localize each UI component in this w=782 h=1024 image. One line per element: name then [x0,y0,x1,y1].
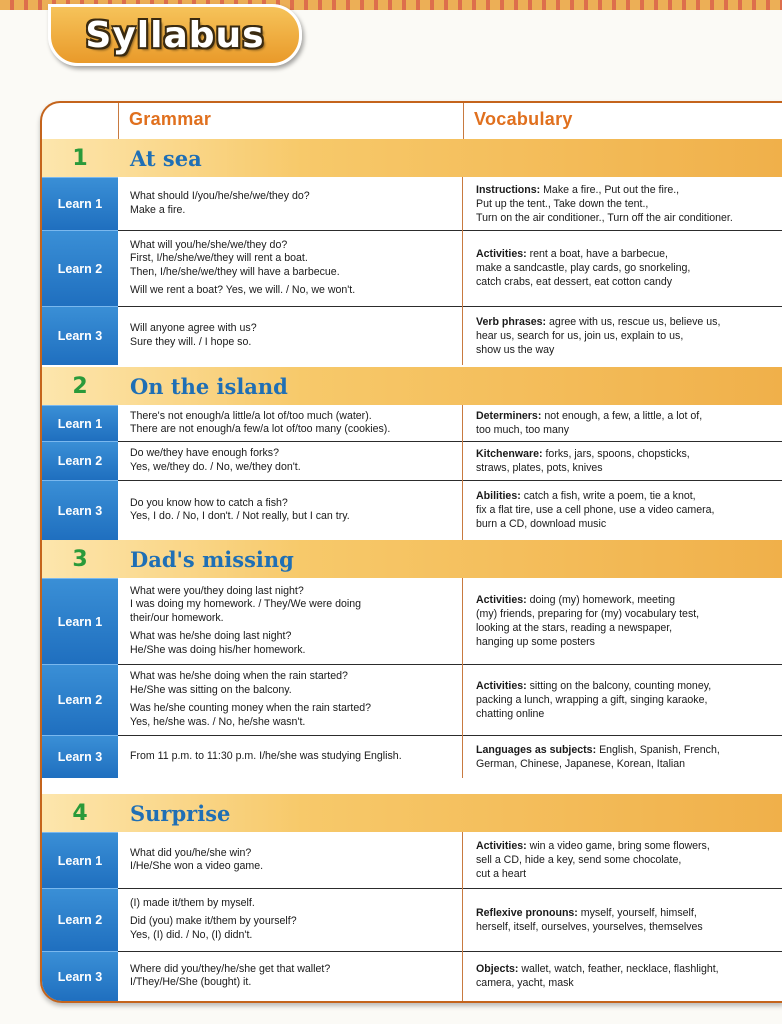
learn-badge: Learn 3 [42,735,118,778]
column-header-blank [42,103,118,139]
vocabulary-items: sitting on the balcony, counting money, [529,679,712,692]
vocabulary-line [476,593,782,607]
grammar-line: There are not enough/a few/a lot of/too many (cookies). [130,423,391,435]
vocabulary-category-label: Activities: [476,840,527,852]
vocabulary-line [476,409,782,423]
vocabulary-line [476,743,782,757]
grammar-line: I/He/She won a video game. [130,860,264,872]
unit-number: 3 [72,546,88,572]
vocabulary-items: catch a fish, write a poem, tie a knot, [523,490,696,502]
learn-badge: Learn 2 [42,888,118,951]
learn-badge: Learn 1 [42,832,118,888]
learn-badge: Learn 1 [42,405,118,441]
grammar-line: Will we rent a boat? Yes, we will. / No, we won't. [130,284,356,296]
page-title: Syllabus [85,14,265,56]
vocabulary-cell [462,664,782,735]
grammar-cell [118,405,462,441]
vocabulary-category-label: Activities: [476,594,527,606]
vocabulary-line [476,962,782,976]
vocabulary-line: straws, plates, pots, knives [476,461,603,474]
grammar-line: What should I/you/he/she/we/they do? [130,190,310,202]
grammar-line: Where did you/they/he/she get that wallet? [130,962,331,975]
vocabulary-items: agree with us, rescue us, believe us, [549,315,721,328]
grammar-cell [118,177,462,230]
grammar-line: Was he/she counting money when the rain started? [130,702,372,714]
vocabulary-line: camera, yacht, mask [476,977,574,989]
vocabulary-items: not enough, a few, a little, a lot of, [544,410,703,422]
vocabulary-cell [462,230,782,306]
unit-title: Dad's missing [130,546,294,572]
vocabulary-items: rent a boat, have a barbecue, [529,248,669,260]
lesson-row [42,480,782,540]
vocabulary-line: sell a CD, hide a key, send some chocolate, [476,854,682,866]
vocabulary-cell [462,735,782,778]
vocabulary-line: burn a CD, download music [476,518,607,530]
learn-badge: Learn 1 [42,177,118,230]
vocabulary-category-label: Activities: [476,679,527,692]
lesson-row [42,735,782,778]
vocabulary-line: hear us, search for us, join us, explain to us, [476,329,684,342]
grammar-line: He/She was doing his/her homework. [130,643,306,656]
vocabulary-category-label: Languages as subjects: [476,743,597,756]
vocabulary-line [476,906,782,920]
vocabulary-line: packing a lunch, wrapping a gift, singing karaoke, [476,693,708,706]
grammar-line: What did you/he/she win? [130,846,252,859]
lesson-row [42,230,782,307]
vocabulary-cell [462,832,782,888]
vocabulary-line: Turn on the air conditioner., Turn off the air conditioner. [476,211,733,224]
unit-header-1 [42,139,782,177]
unit-header-2 [42,367,782,405]
grammar-line: Make a fire. [130,203,186,216]
grammar-heading: Grammar [129,109,212,129]
vocabulary-line: hanging up some posters [476,636,595,648]
grammar-cell [118,441,462,480]
column-divider [462,177,463,365]
vocabulary-cell [462,306,782,365]
grammar-line: What will you/he/she/we/they do? [130,238,288,251]
syllabus-table [40,101,782,1003]
unit-title: At sea [130,145,202,171]
grammar-line: I was doing my homework. / They/We were doing [130,598,362,611]
learn-badge: Learn 2 [42,230,118,306]
learn-badge: Learn 3 [42,951,118,1001]
vocabulary-category-label: Objects: [476,963,519,975]
grammar-line: Did (you) make it/them by yourself? [130,915,297,928]
unit-number: 2 [72,373,88,399]
grammar-line: Do you know how to catch a fish? [130,496,288,509]
vocabulary-items: English, Spanish, French, [599,743,720,756]
syllabus-title-badge [48,4,302,66]
column-divider [462,578,463,778]
column-header-row [42,103,782,140]
vocabulary-line: herself, itself, ourselves, yourselves, themselves [476,920,703,933]
vocabulary-category-label: Instructions: [476,183,541,196]
lesson-row [42,664,782,736]
vocabulary-line: cut a heart [476,868,527,880]
learn-badge: Learn 2 [42,664,118,735]
grammar-line: There's not enough/a little/a lot of/too much (water). [130,409,372,422]
vocabulary-line: looking at the stars, reading a newspaper, [476,622,673,634]
lesson-row [42,888,782,952]
grammar-cell [118,832,462,888]
vocabulary-line [476,183,782,197]
vocabulary-heading: Vocabulary [474,109,573,129]
vocabulary-items: win a video game, bring some flowers, [529,840,710,852]
grammar-line: Do we/they have enough forks? [130,447,279,459]
grammar-cell [118,664,462,735]
vocabulary-line: (my) friends, preparing for (my) vocabulary test, [476,608,700,620]
column-header-vocabulary [464,103,782,139]
grammar-line: Yes, (I) did. / No, (I) didn't. [130,928,253,941]
lesson-row [42,441,782,481]
grammar-cell [118,230,462,306]
vocabulary-line: catch crabs, eat dessert, eat cotton candy [476,276,673,288]
grammar-line: Yes, we/they do. / No, we/they don't. [130,460,301,473]
column-divider [462,832,463,1001]
vocabulary-line: fix a flat tire, use a cell phone, use a video camera, [476,504,715,516]
learn-badge: Learn 2 [42,441,118,480]
grammar-cell [118,480,462,540]
vocabulary-line: too much, too many [476,424,570,436]
vocabulary-category-label: Determiners: [476,410,542,422]
vocabulary-cell [462,951,782,1001]
lesson-row [42,951,782,1001]
lesson-row [42,405,782,442]
vocabulary-cell [462,888,782,951]
unit-title: Surprise [130,800,231,826]
vocabulary-cell [462,441,782,480]
unit-number: 1 [72,145,88,171]
grammar-line: Will anyone agree with us? [130,322,257,334]
grammar-cell [118,306,462,365]
vocabulary-line [476,447,782,461]
unit-number: 4 [72,800,88,826]
unit-title: On the island [130,373,288,399]
vocabulary-line: chatting online [476,707,545,720]
grammar-line: What was he/she doing when the rain started? [130,670,348,682]
grammar-line: I/They/He/She (bought) it. [130,976,252,988]
vocabulary-line [476,315,782,329]
grammar-line: Yes, he/she was. / No, he/she wasn't. [130,715,306,728]
vocabulary-cell [462,480,782,540]
lesson-row [42,177,782,231]
vocabulary-line [476,489,782,503]
learn-badge: Learn 3 [42,480,118,540]
vocabulary-line: show us the way [476,343,555,356]
unit-header-4 [42,794,782,832]
vocabulary-items: Make a fire., Put out the fire., [543,183,680,196]
vocabulary-items: myself, yourself, himself, [580,906,697,919]
vocabulary-cell [462,177,782,230]
grammar-line: What were you/they doing last night? [130,584,304,597]
lesson-row [42,306,782,365]
vocabulary-items: forks, jars, spoons, chopsticks, [545,447,690,460]
vocabulary-category-label: Verb phrases: [476,315,547,328]
column-divider [462,405,463,540]
vocabulary-line: German, Chinese, Japanese, Korean, Italian [476,757,686,770]
vocabulary-line [476,839,782,853]
unit-header-3 [42,540,782,578]
grammar-cell [118,735,462,778]
vocabulary-category-label: Reflexive pronouns: [476,906,578,919]
vocabulary-category-label: Activities: [476,248,527,260]
grammar-line: Yes, I do. / No, I don't. / Not really, but I can try. [130,510,350,522]
grammar-line: What was he/she doing last night? [130,630,292,643]
vocabulary-items: wallet, watch, feather, necklace, flashlight, [521,963,719,975]
lesson-row [42,832,782,889]
vocabulary-line [476,679,782,693]
grammar-line: From 11 p.m. to 11:30 p.m. I/he/she was studying English. [130,749,402,762]
grammar-cell [118,888,462,951]
learn-badge: Learn 1 [42,578,118,664]
vocabulary-items: doing (my) homework, meeting [529,594,676,606]
vocabulary-line: Put up the tent., Take down the tent., [476,197,649,210]
vocabulary-category-label: Abilities: [476,490,521,502]
grammar-line: Then, I/he/she/we/they will have a barbecue. [130,265,340,278]
grammar-line: (I) made it/them by myself. [130,896,255,909]
grammar-line: He/She was sitting on the balcony. [130,683,292,696]
lesson-row [42,578,782,665]
grammar-cell [118,578,462,664]
vocabulary-category-label: Kitchenware: [476,447,543,460]
vocabulary-cell [462,578,782,664]
grammar-line: Sure they will. / I hope so. [130,335,252,348]
grammar-line: First, I/he/she/we/they will rent a boat. [130,252,308,264]
learn-badge: Learn 3 [42,306,118,365]
vocabulary-line [476,247,782,261]
column-header-grammar [118,103,464,139]
vocabulary-line: make a sandcastle, play cards, go snorkeling, [476,262,691,274]
vocabulary-cell [462,405,782,441]
grammar-cell [118,951,462,1001]
grammar-line: their/our homework. [130,611,224,624]
